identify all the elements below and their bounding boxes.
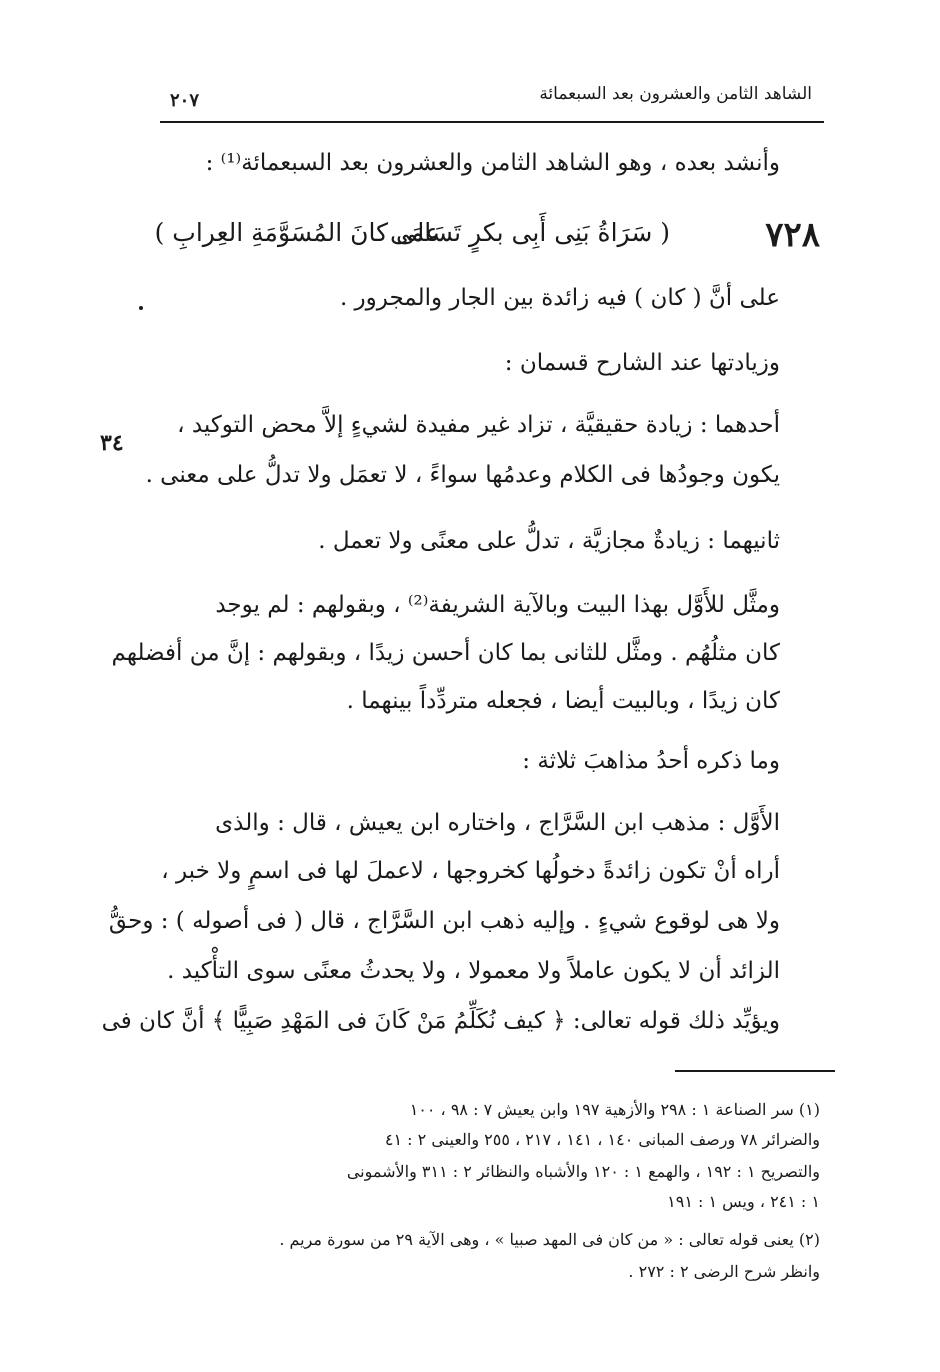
body-line-5: يكون وجودُها فى الكلام وعدمُها سواءً ، لا تعمَل ولا تدلُّ على معنى .	[145, 462, 780, 488]
body-line-2: على أنَّ ( كان ) فيه زائدة بين الجار والمجرور .	[339, 285, 780, 311]
verse-number: ٧٢٨	[765, 215, 820, 255]
footnote-line-6: وانظر شرح الرضى ٢ : ٢٧٢ .	[628, 1262, 820, 1281]
page-number: ٢٠٧	[170, 90, 200, 111]
margin-dot	[139, 306, 143, 310]
body-line-8: كان مثلُهُم . ومثَّل للثانى بما كان أحسن زيدًا ، وبقولهم : إنَّ من أفضلهم	[111, 640, 780, 666]
footnote-rule	[675, 1070, 835, 1072]
body-line-7: ومثَّل للأَوَّل بهذا البيت وبالآية الشريفة⁽²⁾ ، وبقولهم : لم يوجد	[215, 592, 780, 618]
body-line-1: وأنشد بعده ، وهو الشاهد الثامن والعشرون بعد السبعمائة⁽¹⁾ :	[205, 150, 780, 176]
header-rule	[160, 121, 824, 123]
body-line-3: وزيادتها عند الشارح قسمان :	[504, 350, 780, 376]
footnote-line-5: (٢) يعنى قوله تعالى : « من كان فى المهد صبيا » ، وهى الآية ٢٩ من سورة مريم .	[279, 1230, 820, 1249]
footnote-line-3: والتصريح ١ : ١٩٢ ، والهمع ١ : ١٢٠ والأشباه والنظائر ٢ : ٣١١ والأشمونى	[346, 1162, 820, 1181]
body-line-11: الأَوَّل : مذهب ابن السَّرَّاج ، واختاره ابن يعيش ، قال : والذى	[215, 810, 780, 836]
body-line-4: أحدهما : زيادة حقيقيَّة ، تزاد غير مفيدة لشيءٍ إلاَّ محض التوكيد ،	[177, 412, 780, 438]
footnote-line-1: (١) سر الصناعة ١ : ٢٩٨ والأزهية ١٩٧ وابن يعيش ٧ : ٩٨ ، ١٠٠	[409, 1100, 820, 1119]
body-line-15: ويؤيِّد ذلك قوله تعالى: ﴿ كيف نُكَلِّمُ مَنْ كَانَ فى المَهْدِ صَبِيًّا ﴾ أنَّ كان فى	[101, 1008, 780, 1034]
body-line-12: أراه أنْ تكون زائدةً دخولُها كخروجها ، لاعملَ لها فى اسمٍ ولا خبر ،	[161, 858, 780, 884]
body-line-13: ولا هى لوقوع شيءٍ . وإليه ذهب ابن السَّرَّاج ، قال ( فى أصوله ) : وحقُّ	[108, 908, 780, 934]
verse-first-hemistich: ( سَرَاةُ بَنِى أَبِى بكرٍ تَسَامَى	[389, 218, 670, 247]
body-line-9: كان زيدًا ، وبالبيت أيضا ، فجعله متردِّداً بينهما .	[346, 688, 780, 714]
footnote-line-2: والضرائر ٧٨ ورصف المبانى ١٤٠ ، ١٤١ ، ٢١٧ ، ٢٥٥ والعينى ٢ : ٤١	[384, 1130, 820, 1149]
running-header-title: الشاهد الثامن والعشرون بعد السبعمائة	[539, 84, 812, 104]
footnote-line-4: ١ : ٢٤١ ، ويس ١ : ١٩١	[667, 1192, 820, 1211]
body-line-14: الزائد أن لا يكون عاملاً ولا معمولا ، ولا يحدثُ معنًى سوى التأْكيد .	[167, 958, 780, 984]
margin-number: ٣٤	[100, 430, 124, 456]
body-line-10: وما ذكره أحدُ مذاهبَ ثلاثة :	[522, 748, 780, 774]
body-line-6: ثانيهما : زيادةٌ مجازيَّة ، تدلُّ على معنًى ولا تعمل .	[318, 528, 780, 554]
verse-second-hemistich: على كانَ المُسَوَّمَةِ العِرابِ )	[154, 218, 440, 247]
